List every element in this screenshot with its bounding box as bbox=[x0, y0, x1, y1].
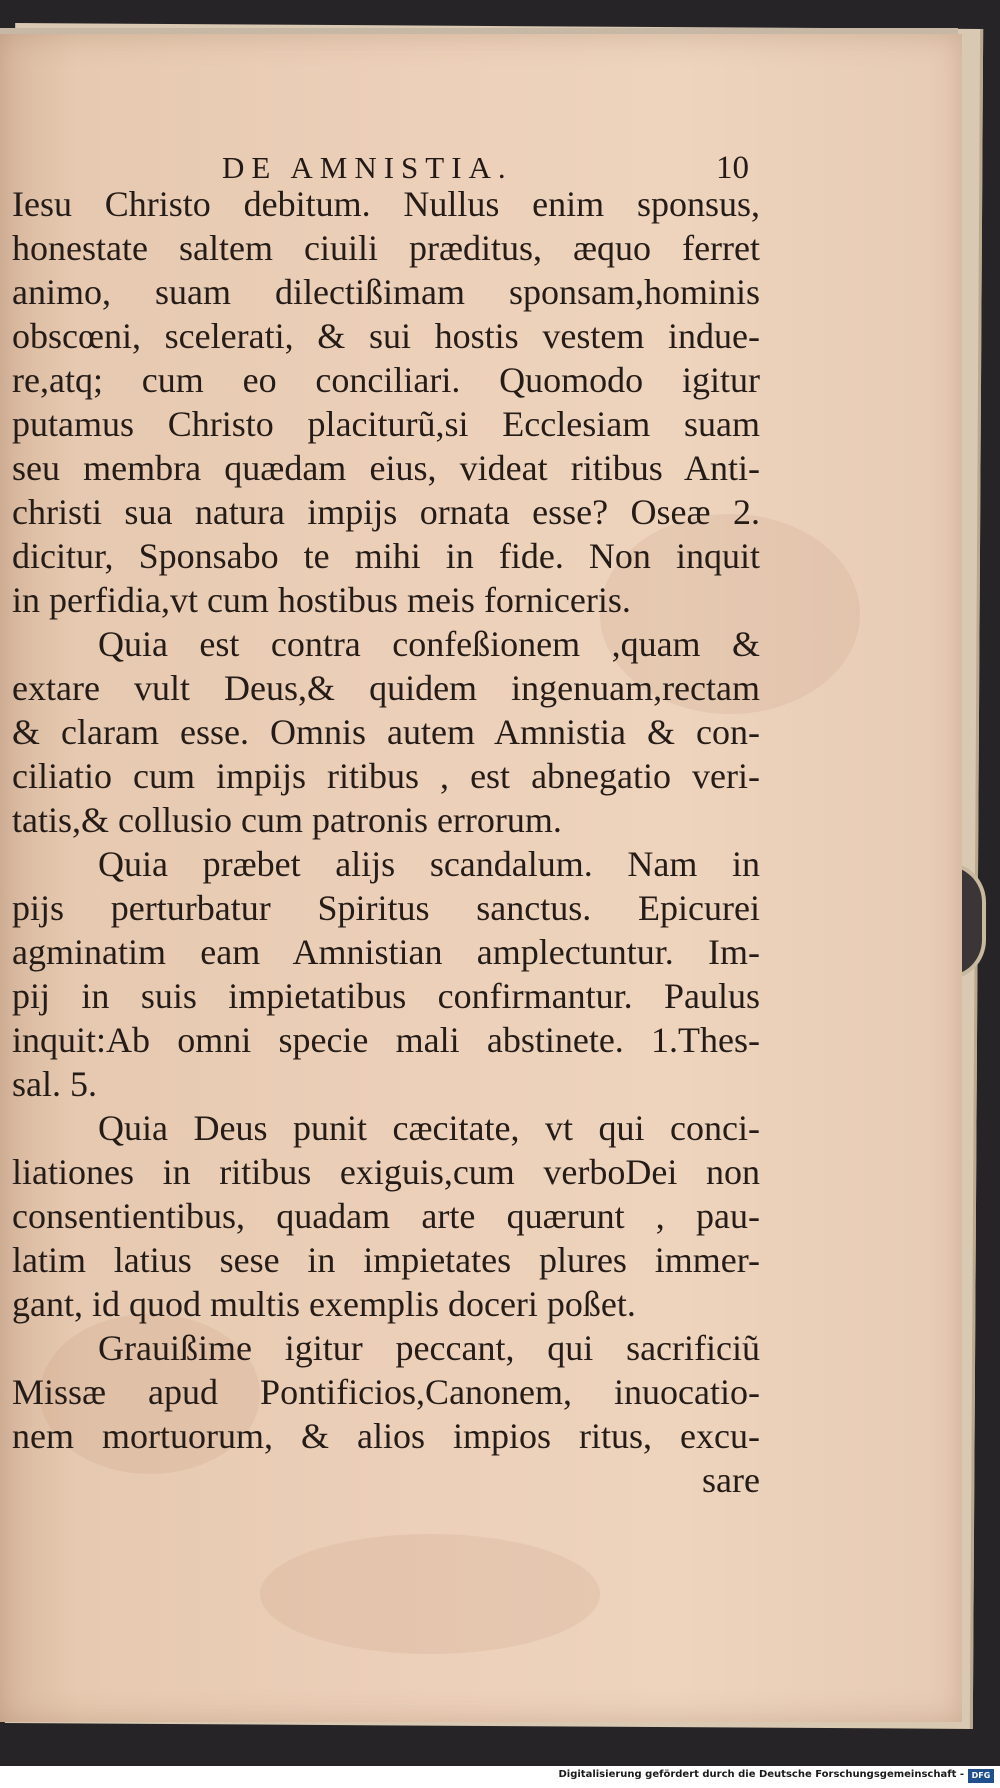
text-line: Iesu Christo debitum. Nullus enim sponsus, bbox=[12, 184, 760, 224]
text-line: agminatim eam Amnistian amplectuntur. Im- bbox=[12, 932, 760, 972]
dfg-logo: DFG bbox=[968, 1769, 994, 1783]
text-line: consentientibus, quadam arte quærunt , pau- bbox=[12, 1196, 760, 1236]
text-line: Quia est contra confeßionem ,quam & bbox=[98, 624, 760, 664]
text-line: liationes in ritibus exiguis,cum verboDei non bbox=[12, 1152, 760, 1192]
catchword: sare bbox=[702, 1460, 760, 1500]
text-line: pijs perturbatur Spiritus sanctus. Epicurei bbox=[12, 888, 760, 928]
text-line: Quia præbet alijs scandalum. Nam in bbox=[98, 844, 760, 884]
text-line: honestate saltem ciuili præditus, æquo ferret bbox=[12, 228, 760, 268]
text-line: re,atq; cum eo conciliari. Quomodo igitur bbox=[12, 360, 760, 400]
text-line: seu membra quædam eius, videat ritibus Anti- bbox=[12, 448, 760, 488]
text-line: gant, id quod multis exemplis doceri poßet. bbox=[12, 1284, 636, 1324]
text-line: extare vult Deus,& quidem ingenuam,rectam bbox=[12, 668, 760, 708]
paper-stain bbox=[260, 1534, 600, 1654]
text-line: inquit:Ab omni specie mali abstinete. 1.Thes- bbox=[12, 1020, 760, 1060]
funding-credit: Digitalisierung gefördert durch die Deutsche Forschungsgemeinschaft - bbox=[558, 1769, 964, 1780]
text-line: animo, suam dilectißimam sponsam,hominis bbox=[12, 272, 760, 312]
text-line: christi sua natura impijs ornata esse? Oseæ 2. bbox=[12, 492, 760, 532]
text-line: nem mortuorum, & alios impios ritus, excu- bbox=[12, 1416, 760, 1456]
text-line: sal. 5. bbox=[12, 1064, 97, 1104]
page-number: 10 bbox=[716, 150, 749, 186]
text-line: tatis,& collusio cum patronis errorum. bbox=[12, 800, 562, 840]
digitization-footer bbox=[0, 1766, 1000, 1788]
text-line: dicitur, Sponsabo te mihi in fide. Non inquit bbox=[12, 536, 760, 576]
text-line: Missæ apud Pontificios,Canonem, inuocatio- bbox=[12, 1372, 760, 1412]
text-line: obscœni, scelerati, & sui hostis vestem indue- bbox=[12, 316, 760, 356]
body-text bbox=[12, 182, 760, 1502]
text-line: Quia Deus punit cæcitate, vt qui conci- bbox=[98, 1108, 760, 1148]
text-line: in perfidia,vt cum hostibus meis forniceris. bbox=[12, 580, 631, 620]
text-line: putamus Christo placiturũ,si Ecclesiam suam bbox=[12, 404, 760, 444]
text-line: ciliatio cum impijs ritibus , est abnegatio veri- bbox=[12, 756, 760, 796]
text-line: latim latius sese in impietates plures immer- bbox=[12, 1240, 760, 1280]
text-line: pij in suis impietatibus confirmantur. Paulus bbox=[12, 976, 760, 1016]
text-line: Grauißime igitur peccant, qui sacrificiũ bbox=[98, 1328, 760, 1368]
text-line: & claram esse. Omnis autem Amnistia & con- bbox=[12, 712, 760, 752]
running-head: DE AMNISTIA. bbox=[222, 150, 513, 185]
